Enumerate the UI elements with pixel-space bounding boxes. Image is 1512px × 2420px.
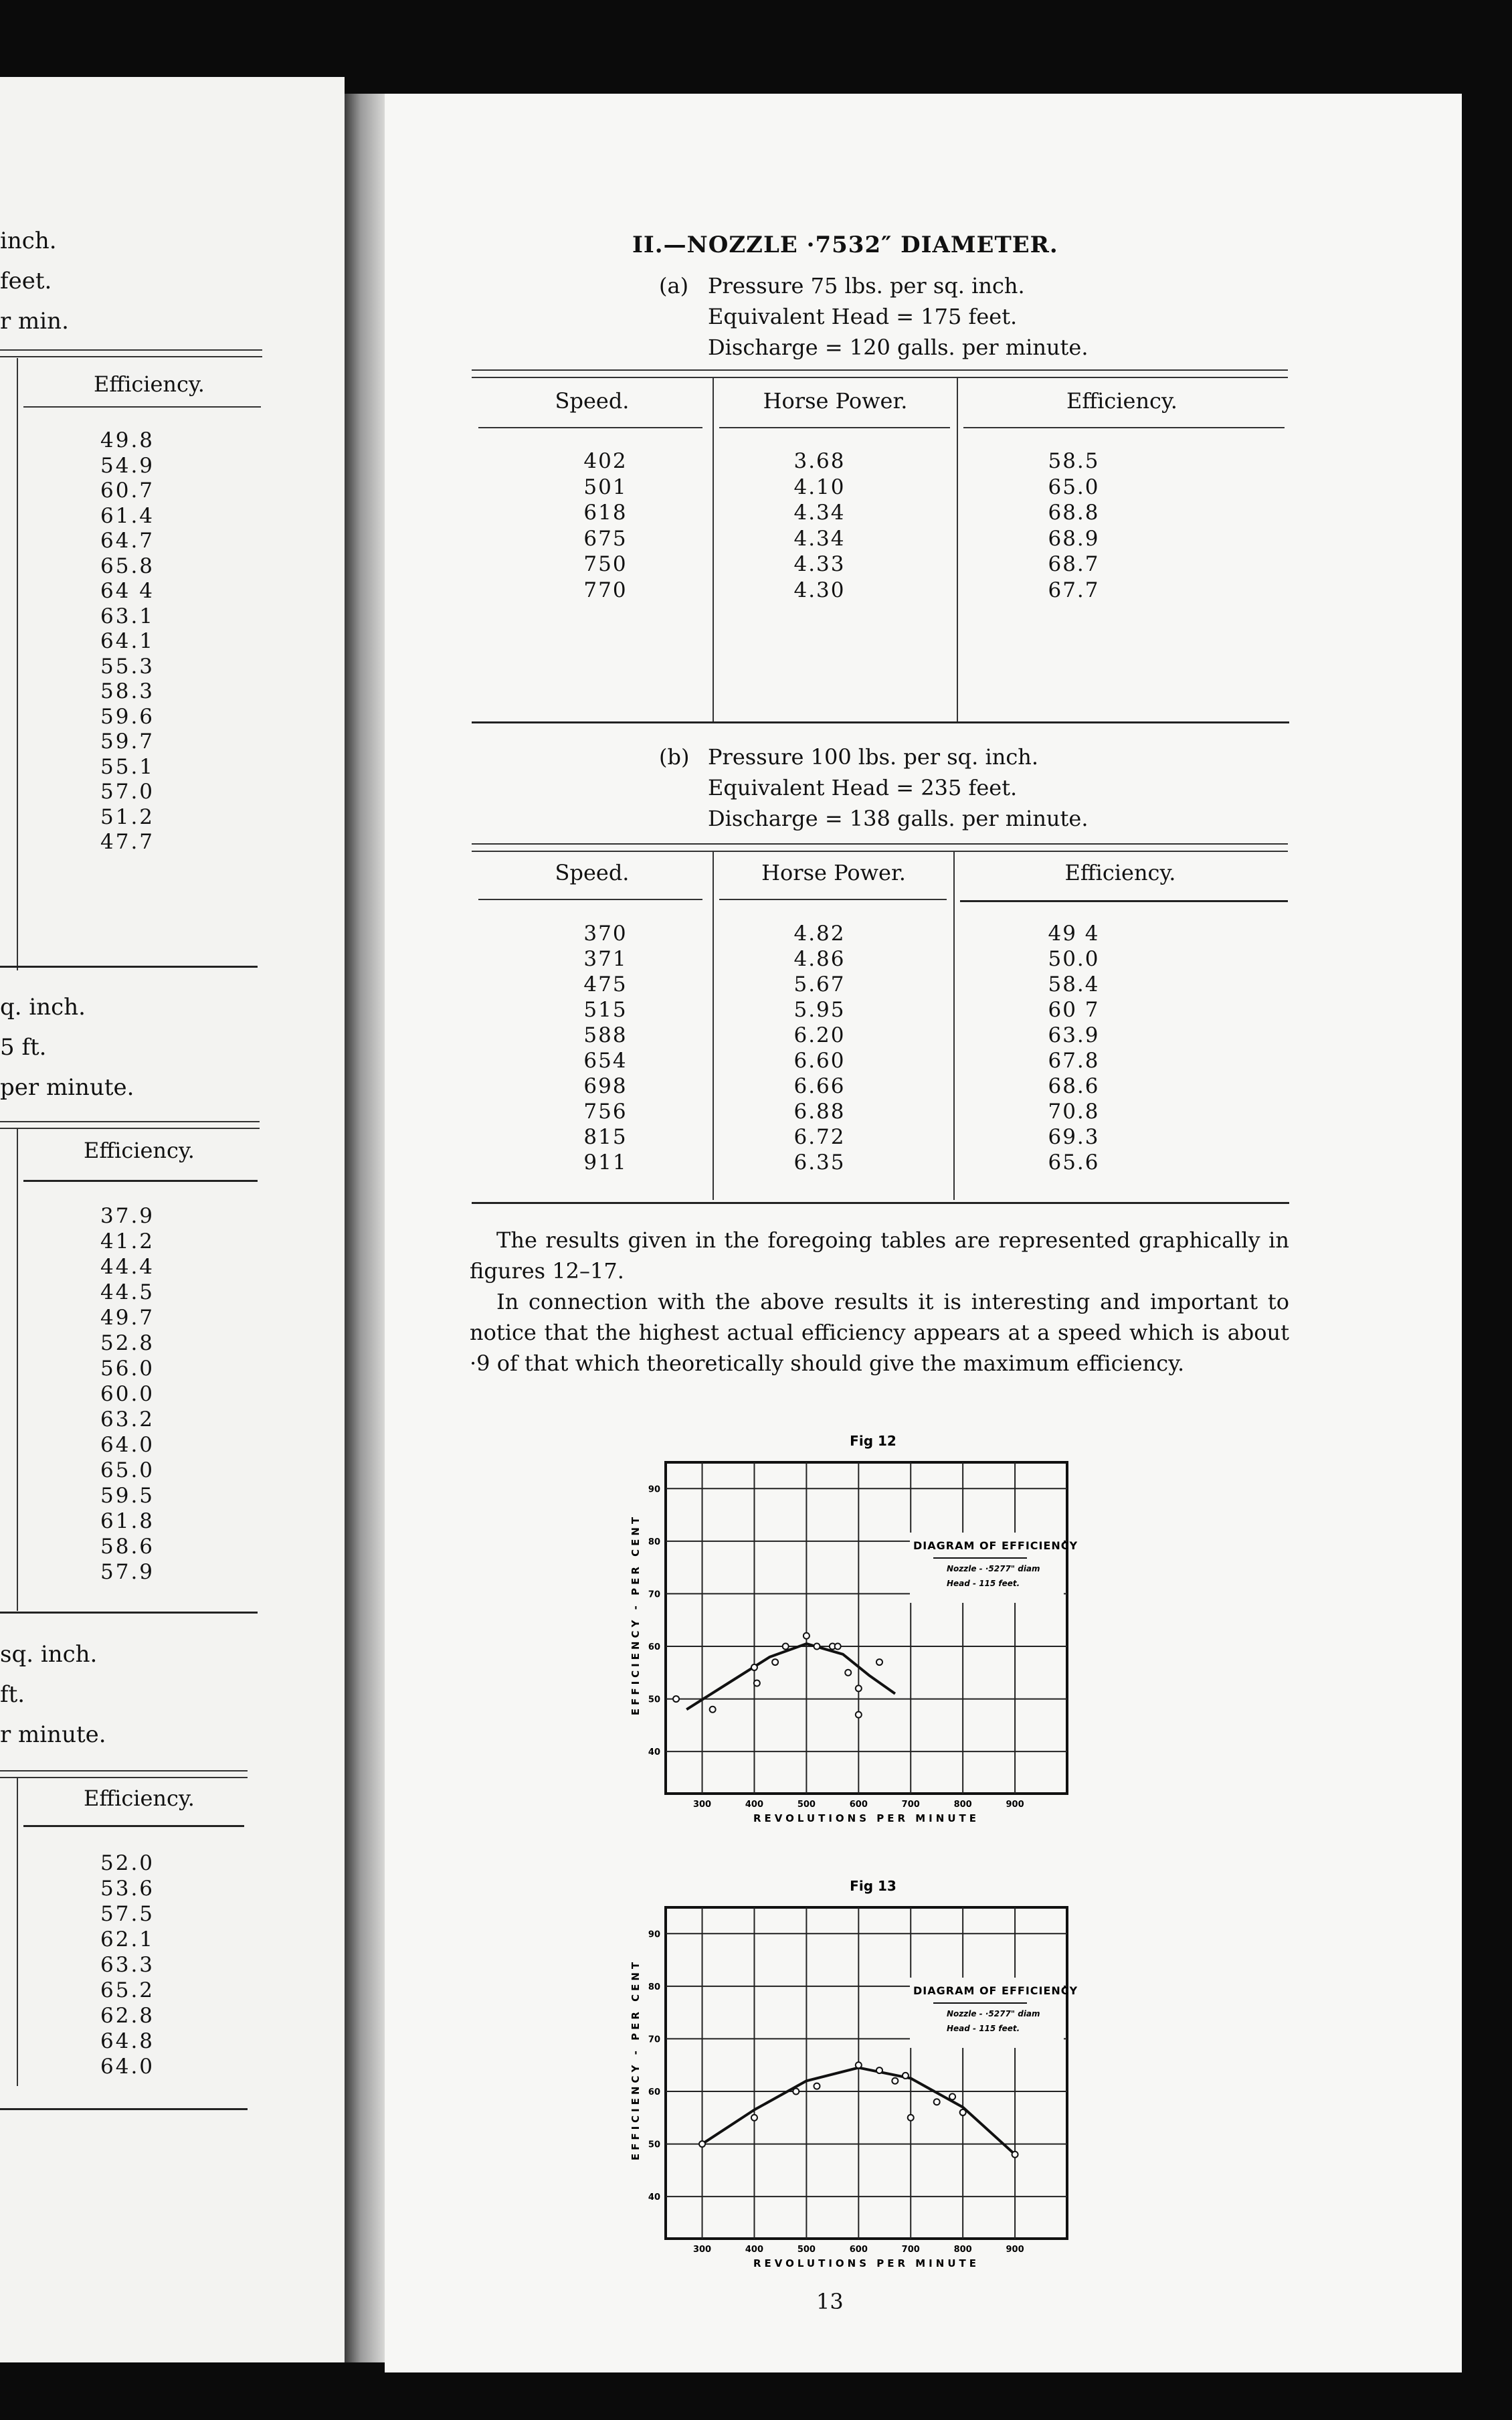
figure-13 bbox=[562, 1871, 1084, 2281]
table-rule bbox=[23, 1825, 244, 1827]
data-point bbox=[960, 2109, 966, 2115]
table-cell: 815 bbox=[583, 1125, 628, 1149]
data-point bbox=[710, 1707, 716, 1713]
table-cell: 64.8 bbox=[100, 2029, 155, 2053]
table-cell: 52.8 bbox=[100, 1331, 155, 1355]
table-cell: 54.9 bbox=[100, 453, 155, 478]
table-cell: 57.0 bbox=[100, 780, 155, 804]
column-divider bbox=[17, 358, 18, 970]
table-cell: 6.60 bbox=[793, 1049, 846, 1073]
table-cell: 59.7 bbox=[100, 729, 155, 754]
y-axis-label: EFFICIENCY - PER CENT bbox=[630, 1958, 642, 2161]
table-cell: 60 7 bbox=[1048, 998, 1100, 1022]
section-a-pressure: Pressure 75 lbs. per sq. inch. bbox=[708, 273, 1025, 298]
table-cell: 6.20 bbox=[793, 1023, 846, 1047]
table-rule bbox=[472, 843, 1288, 845]
table-cell: 69.3 bbox=[1048, 1125, 1100, 1149]
left-condition-line: r minute. bbox=[0, 1721, 106, 1748]
table-rule bbox=[0, 1612, 258, 1614]
table-cell: 64.0 bbox=[100, 1433, 155, 1457]
column-divider bbox=[713, 378, 714, 723]
plot-frame bbox=[666, 1462, 1067, 1794]
section-heading: II.—NOZZLE ·7532″ DIAMETER. bbox=[632, 232, 1058, 258]
table-cell: 4.82 bbox=[793, 922, 846, 946]
legend-title: DIAGRAM OF EFFICIENCY bbox=[913, 1984, 1078, 1997]
efficiency-header: Efficiency. bbox=[1066, 388, 1177, 414]
table-rule bbox=[23, 1180, 258, 1182]
table-rule bbox=[472, 721, 1289, 723]
y-tick-label: 70 bbox=[648, 2035, 660, 2045]
fig-13-chart bbox=[562, 1871, 1084, 2279]
table-cell: 58.4 bbox=[1048, 972, 1100, 997]
table-rule bbox=[478, 427, 702, 428]
y-tick-label: 50 bbox=[648, 2140, 660, 2150]
data-point bbox=[751, 2115, 757, 2121]
data-point bbox=[793, 2089, 799, 2095]
table-cell: 59.6 bbox=[100, 704, 155, 729]
table-cell: 58.5 bbox=[1048, 449, 1100, 473]
table-cell: 911 bbox=[583, 1150, 628, 1175]
table-cell: 60.0 bbox=[100, 1382, 155, 1406]
section-b-efficiency-column bbox=[1027, 921, 1121, 1175]
x-tick-label: 400 bbox=[745, 2245, 764, 2255]
x-tick-label: 600 bbox=[849, 2245, 868, 2255]
legend-title: DIAGRAM OF EFFICIENCY bbox=[913, 1539, 1078, 1552]
left-condition-line: inch. bbox=[0, 228, 57, 254]
legend-line: Head - 115 feet. bbox=[947, 2024, 1020, 2033]
table-cell: 68.9 bbox=[1048, 526, 1100, 551]
table-rule bbox=[472, 369, 1288, 371]
table-cell: 370 bbox=[583, 922, 628, 946]
table-cell: 371 bbox=[583, 947, 628, 971]
table-cell: 60.7 bbox=[100, 479, 155, 503]
table-cell: 64 4 bbox=[100, 579, 155, 603]
table-cell: 64.1 bbox=[100, 629, 155, 653]
table-cell: 4.30 bbox=[793, 578, 846, 602]
table-cell: 618 bbox=[583, 501, 628, 525]
table-cell: 58.6 bbox=[100, 1535, 155, 1559]
x-tick-label: 500 bbox=[797, 2245, 816, 2255]
table-cell: 52.0 bbox=[100, 1851, 155, 1875]
y-tick-label: 40 bbox=[648, 2192, 660, 2203]
left-condition-line: sq. inch. bbox=[0, 1641, 98, 1668]
table-cell: 44.5 bbox=[100, 1280, 155, 1304]
x-tick-label: 700 bbox=[901, 1800, 920, 1810]
data-point bbox=[814, 1644, 820, 1650]
x-tick-label: 300 bbox=[692, 2245, 712, 2255]
section-a-efficiency-column bbox=[1027, 448, 1121, 603]
data-point bbox=[908, 2115, 914, 2121]
left-table-1-values bbox=[100, 428, 155, 855]
data-point bbox=[892, 2078, 898, 2084]
x-tick-label: 800 bbox=[953, 1800, 972, 1810]
data-point bbox=[949, 2093, 955, 2099]
table-rule bbox=[0, 1128, 260, 1129]
table-cell: 44.4 bbox=[100, 1255, 155, 1279]
table-rule bbox=[0, 349, 262, 351]
table-cell: 58.3 bbox=[100, 679, 155, 703]
section-a-speed-column bbox=[565, 448, 646, 603]
book-gutter bbox=[345, 94, 385, 2362]
table-cell: 6.88 bbox=[793, 1100, 846, 1124]
table-cell: 68.6 bbox=[1048, 1074, 1100, 1098]
table-rule bbox=[472, 1202, 1289, 1204]
table-cell: 68.7 bbox=[1048, 552, 1100, 576]
table-cell: 62.8 bbox=[100, 2004, 155, 2028]
data-point bbox=[856, 1685, 862, 1691]
table-rule bbox=[0, 1777, 248, 1778]
figure-12 bbox=[562, 1425, 1084, 1836]
table-rule bbox=[0, 1121, 260, 1122]
paragraph-figures: The results given in the foregoing tables are represented graphically in figures 12–17. bbox=[470, 1227, 1289, 1284]
right-page bbox=[385, 94, 1462, 2372]
section-a-label: (a) bbox=[659, 273, 689, 298]
table-cell: 4.34 bbox=[793, 526, 846, 551]
table-rule bbox=[719, 427, 950, 428]
table-cell: 63.9 bbox=[1048, 1023, 1100, 1047]
column-divider bbox=[713, 852, 714, 1200]
table-rule bbox=[478, 899, 702, 900]
table-cell: 67.7 bbox=[1048, 578, 1100, 602]
x-tick-label: 900 bbox=[1006, 1800, 1024, 1810]
table-cell: 37.9 bbox=[100, 1204, 155, 1228]
table-cell: 57.5 bbox=[100, 1902, 155, 1926]
table-cell: 63.1 bbox=[100, 604, 155, 628]
y-tick-label: 80 bbox=[648, 1982, 660, 1992]
table-rule bbox=[0, 356, 262, 357]
fig-12-chart bbox=[562, 1425, 1084, 1834]
table-cell: 49 4 bbox=[1048, 922, 1100, 946]
table-cell: 475 bbox=[583, 972, 628, 997]
section-b-speed-column bbox=[565, 921, 646, 1175]
speed-header: Speed. bbox=[555, 860, 630, 885]
table-cell: 5.95 bbox=[793, 998, 846, 1022]
table-cell: 65.0 bbox=[1048, 474, 1100, 499]
data-point bbox=[835, 1644, 841, 1650]
x-tick-label: 300 bbox=[692, 1800, 712, 1810]
table-cell: 68.8 bbox=[1048, 501, 1100, 525]
page-number: 13 bbox=[816, 2289, 844, 2314]
horse-power-header: Horse Power. bbox=[763, 388, 908, 414]
section-a-horse-power-column bbox=[773, 448, 866, 603]
table-cell: 61.4 bbox=[100, 503, 155, 528]
table-cell: 756 bbox=[583, 1100, 628, 1124]
x-tick-label: 400 bbox=[745, 1800, 764, 1810]
y-axis-label: EFFICIENCY - PER CENT bbox=[630, 1513, 642, 1716]
table-rule bbox=[23, 406, 261, 408]
left-table-3-values bbox=[100, 1850, 155, 2079]
figure-title: Fig 12 bbox=[850, 1433, 896, 1449]
left-condition-line: q. inch. bbox=[0, 994, 86, 1021]
data-point bbox=[876, 2067, 882, 2073]
data-point bbox=[1012, 2152, 1018, 2158]
y-tick-label: 50 bbox=[648, 1695, 660, 1705]
table-cell: 402 bbox=[583, 449, 628, 473]
x-tick-label: 700 bbox=[901, 2245, 920, 2255]
table-cell: 59.5 bbox=[100, 1484, 155, 1508]
table-cell: 53.6 bbox=[100, 1877, 155, 1901]
x-axis-label: REVOLUTIONS PER MINUTE bbox=[753, 1812, 979, 1824]
y-tick-label: 60 bbox=[648, 1642, 660, 1652]
data-point bbox=[751, 1664, 757, 1670]
legend-line: Nozzle - ·5277" diam bbox=[947, 1564, 1040, 1573]
left-condition-line: r min. bbox=[0, 308, 69, 335]
table-cell: 63.2 bbox=[100, 1407, 155, 1432]
legend-line: Head - 115 feet. bbox=[947, 1579, 1020, 1588]
efficiency-header: Efficiency. bbox=[84, 1786, 195, 1811]
table-cell: 770 bbox=[583, 578, 628, 602]
efficiency-header: Efficiency. bbox=[94, 371, 205, 397]
paragraph-efficiency-note: In connection with the above results it is interesting and important to notice that the highest actual efficiency appears at a speed which is about ·9 of that which theoretically should give the maximum efficiency. bbox=[470, 1289, 1289, 1376]
table-cell: 3.68 bbox=[793, 449, 846, 473]
table-cell: 49.7 bbox=[100, 1306, 155, 1330]
table-rule bbox=[0, 2108, 248, 2110]
data-point bbox=[804, 1633, 810, 1639]
table-cell: 4.86 bbox=[793, 947, 846, 971]
section-b-discharge: Discharge = 138 galls. per minute. bbox=[708, 806, 1089, 831]
table-cell: 63.3 bbox=[100, 1953, 155, 1977]
y-tick-label: 90 bbox=[648, 1484, 660, 1495]
section-b-head: Equivalent Head = 235 feet. bbox=[708, 775, 1018, 800]
table-cell: 62.1 bbox=[100, 1927, 155, 1952]
table-cell: 65.6 bbox=[1048, 1150, 1100, 1175]
section-b-pressure: Pressure 100 lbs. per sq. inch. bbox=[708, 744, 1039, 770]
table-cell: 6.72 bbox=[793, 1125, 846, 1149]
figure-title: Fig 13 bbox=[850, 1878, 896, 1894]
left-condition-line: per minute. bbox=[0, 1074, 134, 1101]
table-rule bbox=[719, 899, 947, 900]
table-cell: 50.0 bbox=[1048, 947, 1100, 971]
table-cell: 4.10 bbox=[793, 474, 846, 499]
table-cell: 65.2 bbox=[100, 1978, 155, 2002]
table-cell: 6.35 bbox=[793, 1150, 846, 1175]
data-point bbox=[876, 1659, 882, 1665]
efficiency-header: Efficiency. bbox=[1064, 860, 1176, 885]
left-condition-line: 5 ft. bbox=[0, 1034, 47, 1061]
table-cell: 65.8 bbox=[100, 553, 155, 578]
table-cell: 67.8 bbox=[1048, 1049, 1100, 1073]
table-cell: 675 bbox=[583, 526, 628, 551]
table-cell: 698 bbox=[583, 1074, 628, 1098]
x-tick-label: 500 bbox=[797, 1800, 816, 1810]
table-rule bbox=[472, 851, 1288, 852]
y-tick-label: 60 bbox=[648, 2087, 660, 2097]
section-b-horse-power-column bbox=[773, 921, 866, 1175]
left-page bbox=[0, 77, 345, 2362]
left-condition-line: ft. bbox=[0, 1681, 25, 1708]
table-cell: 47.7 bbox=[100, 830, 155, 854]
table-cell: 4.33 bbox=[793, 552, 846, 576]
y-tick-label: 40 bbox=[648, 1747, 660, 1758]
y-tick-label: 70 bbox=[648, 1589, 660, 1600]
table-cell: 70.8 bbox=[1048, 1100, 1100, 1124]
x-tick-label: 800 bbox=[953, 2245, 972, 2255]
table-cell: 501 bbox=[583, 474, 628, 499]
data-point bbox=[845, 1670, 851, 1676]
y-tick-label: 90 bbox=[648, 1929, 660, 1940]
data-point bbox=[673, 1696, 679, 1702]
data-point bbox=[856, 1712, 862, 1718]
column-divider bbox=[17, 1778, 18, 2086]
table-rule bbox=[960, 900, 1288, 902]
data-point bbox=[699, 2141, 705, 2147]
section-a-discharge: Discharge = 120 galls. per minute. bbox=[708, 335, 1089, 360]
data-point bbox=[772, 1659, 778, 1665]
table-cell: 515 bbox=[583, 998, 628, 1022]
x-tick-label: 600 bbox=[849, 1800, 868, 1810]
efficiency-header: Efficiency. bbox=[84, 1138, 195, 1163]
horse-power-header: Horse Power. bbox=[761, 860, 906, 885]
table-rule bbox=[963, 427, 1285, 428]
left-table-2-values bbox=[100, 1203, 155, 1585]
left-condition-line: feet. bbox=[0, 268, 52, 294]
table-cell: 55.3 bbox=[100, 654, 155, 679]
column-divider bbox=[953, 852, 955, 1200]
data-point bbox=[856, 2062, 862, 2068]
column-divider bbox=[957, 378, 958, 723]
table-rule bbox=[0, 966, 258, 968]
table-cell: 41.2 bbox=[100, 1229, 155, 1254]
table-cell: 654 bbox=[583, 1049, 628, 1073]
plot-frame bbox=[666, 1907, 1067, 2239]
table-cell: 64.7 bbox=[100, 529, 155, 553]
table-cell: 49.8 bbox=[100, 428, 155, 452]
table-cell: 4.34 bbox=[793, 501, 846, 525]
table-cell: 64.0 bbox=[100, 2055, 155, 2079]
x-tick-label: 900 bbox=[1006, 2245, 1024, 2255]
legend-line: Nozzle - ·5277" diam bbox=[947, 2009, 1040, 2018]
table-cell: 588 bbox=[583, 1023, 628, 1047]
table-cell: 57.9 bbox=[100, 1560, 155, 1584]
table-cell: 51.2 bbox=[100, 804, 155, 829]
x-axis-label: REVOLUTIONS PER MINUTE bbox=[753, 2257, 979, 2269]
table-cell: 56.0 bbox=[100, 1357, 155, 1381]
table-cell: 6.66 bbox=[793, 1074, 846, 1098]
table-rule bbox=[472, 377, 1288, 378]
data-point bbox=[903, 2073, 909, 2079]
data-point bbox=[754, 1680, 760, 1687]
table-cell: 55.1 bbox=[100, 754, 155, 779]
data-point bbox=[783, 1644, 789, 1650]
table-cell: 5.67 bbox=[793, 972, 846, 997]
section-b-label: (b) bbox=[659, 744, 690, 770]
data-point bbox=[934, 2099, 940, 2105]
section-a-head: Equivalent Head = 175 feet. bbox=[708, 304, 1018, 329]
column-divider bbox=[17, 1129, 18, 1611]
table-cell: 750 bbox=[583, 552, 628, 576]
y-tick-label: 80 bbox=[648, 1537, 660, 1547]
table-rule bbox=[0, 1770, 248, 1771]
table-cell: 65.0 bbox=[100, 1458, 155, 1482]
table-cell: 61.8 bbox=[100, 1509, 155, 1533]
speed-header: Speed. bbox=[555, 388, 630, 414]
data-point bbox=[814, 2083, 820, 2089]
